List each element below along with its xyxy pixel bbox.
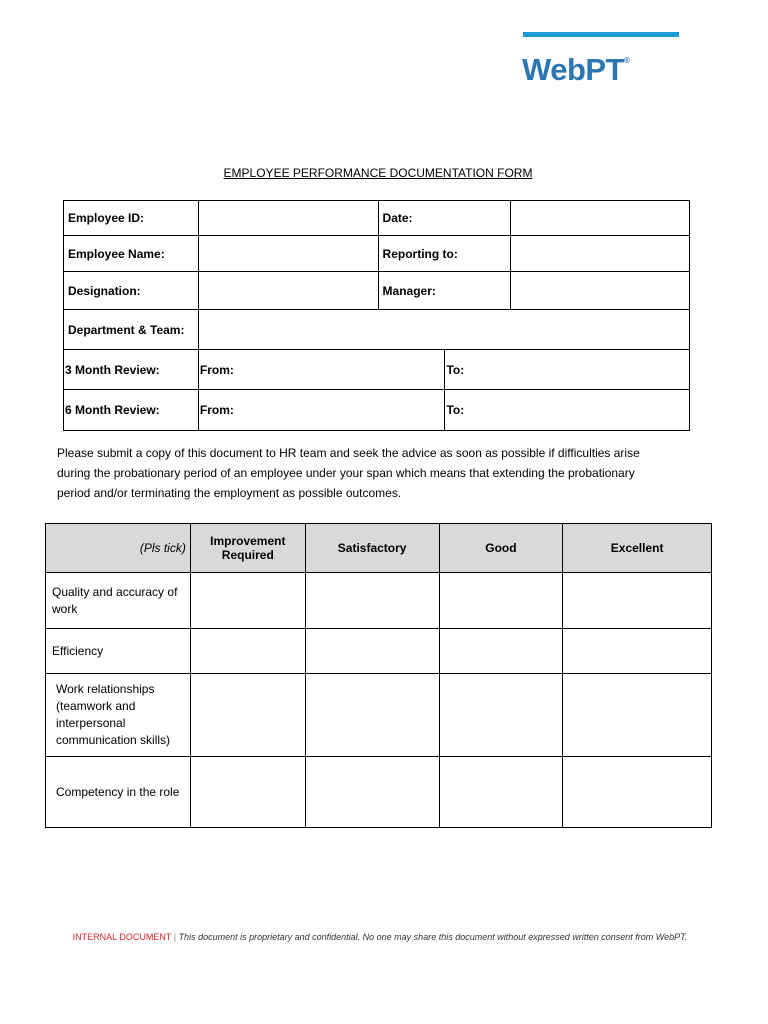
employee-info-table <box>63 200 690 431</box>
review-3-label: 3 Month Review: <box>64 350 199 390</box>
table-row <box>46 757 712 828</box>
rating-cell[interactable] <box>305 674 439 757</box>
rating-cell[interactable] <box>439 757 563 828</box>
criterion-label: Competency in the role <box>46 757 191 828</box>
date-label: Date: <box>378 201 511 236</box>
date-field[interactable] <box>511 201 690 236</box>
employee-id-field[interactable] <box>198 201 378 236</box>
department-label: Department & Team: <box>64 310 199 350</box>
rating-cell[interactable] <box>563 573 712 629</box>
rating-cell[interactable] <box>439 674 563 757</box>
rating-cell[interactable] <box>190 757 305 828</box>
employee-id-label: Employee ID: <box>64 201 199 236</box>
rating-cell[interactable] <box>563 674 712 757</box>
footer-separator: | <box>173 932 177 942</box>
rating-cell[interactable] <box>563 629 712 674</box>
review-6-to[interactable]: To: <box>445 390 690 431</box>
manager-field[interactable] <box>511 272 690 310</box>
rating-header-row <box>46 524 712 573</box>
rating-cell[interactable] <box>439 629 563 674</box>
employee-name-label: Employee Name: <box>64 236 199 272</box>
column-header: Satisfactory <box>305 524 439 573</box>
webpt-logo: WebPT® <box>522 52 630 87</box>
rating-cell[interactable] <box>563 757 712 828</box>
criterion-label: Quality and accuracy of work <box>46 573 191 629</box>
reporting-to-field[interactable] <box>511 236 690 272</box>
rating-cell[interactable] <box>190 674 305 757</box>
column-header: Improvement Required <box>190 524 305 573</box>
rating-cell[interactable] <box>305 573 439 629</box>
rating-cell[interactable] <box>190 629 305 674</box>
review-6-from[interactable]: From: <box>198 390 445 431</box>
rating-cell[interactable] <box>305 757 439 828</box>
rating-cell[interactable] <box>305 629 439 674</box>
review-3-to[interactable]: To: <box>445 350 690 390</box>
manager-label: Manager: <box>378 272 511 310</box>
table-row <box>46 674 712 757</box>
table-row <box>46 573 712 629</box>
column-header: Good <box>439 524 563 573</box>
rating-cell[interactable] <box>190 573 305 629</box>
designation-field[interactable] <box>198 272 378 310</box>
reporting-to-label: Reporting to: <box>378 236 511 272</box>
rating-table <box>45 523 712 828</box>
tick-instruction: (Pls tick) <box>46 524 191 573</box>
instructions-paragraph: Please submit a copy of this document to HR team and seek the advice as soon as possible if difficulties arise during the probationary period of an employee under your span which means that extending the probationary period and/or terminating the employment as possible outcomes. <box>57 446 640 500</box>
footer-label: INTERNAL DOCUMENT <box>72 932 172 942</box>
criterion-label: Work relationships (teamwork and interpersonal communication skills) <box>46 674 191 757</box>
rating-cell[interactable] <box>439 573 563 629</box>
review-6-label: 6 Month Review: <box>64 390 199 431</box>
form-title: EMPLOYEE PERFORMANCE DOCUMENTATION FORM <box>223 166 533 180</box>
column-header: Excellent <box>563 524 712 573</box>
footer-notice <box>60 931 700 943</box>
criterion-label: Efficiency <box>46 629 191 674</box>
logo-accent-bar <box>523 32 679 37</box>
department-field[interactable] <box>198 310 689 350</box>
review-3-from[interactable]: From: <box>198 350 445 390</box>
table-row <box>46 629 712 674</box>
designation-label: Designation: <box>64 272 199 310</box>
footer-text: This document is proprietary and confidential. No one may share this document without expressed written consent from WebPT. <box>178 932 688 942</box>
employee-name-field[interactable] <box>198 236 378 272</box>
